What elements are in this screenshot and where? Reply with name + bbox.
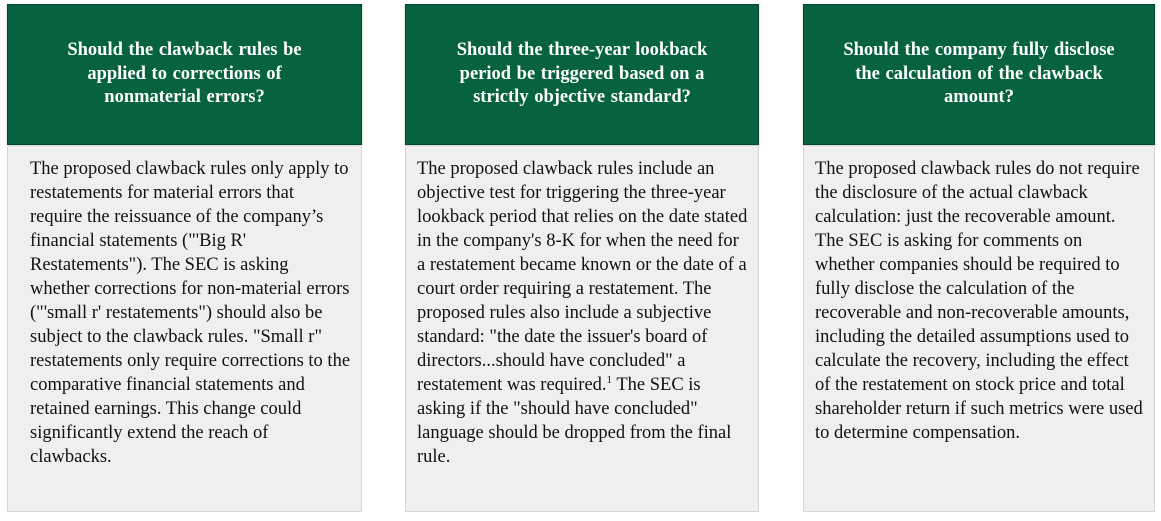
panel-disclosure-calculation bbox=[803, 4, 1155, 512]
panel-question: Should the three-year lookback period be triggered based on a strictly objective standard? bbox=[456, 40, 708, 108]
panel-header bbox=[7, 4, 362, 145]
panel-question: Should the company fully disclose the calculation of the clawback amount? bbox=[843, 40, 1115, 108]
panel-lookback-period bbox=[405, 4, 759, 512]
panel-body bbox=[803, 147, 1155, 512]
panel-header bbox=[405, 4, 759, 145]
body-text-part-1: The proposed clawback rules include an objective test for triggering the three-year lookback period that relies on the date stated in the company's 8-K for when the need for a restatement became known or the date of a court order requiring a restatement. The proposed rules also include a subjective standard: "the date the issuer's board of directors...should have concluded" a restatement was required. bbox=[417, 159, 748, 395]
body-text-part-2: The SEC is asking if the "should have concluded" language should be dropped from the final rule. bbox=[417, 375, 732, 467]
panel-body bbox=[405, 147, 759, 512]
footnote-marker: 1 bbox=[606, 373, 613, 386]
panel-body bbox=[7, 147, 362, 512]
panel-header bbox=[803, 4, 1155, 145]
panel-nonmaterial-errors bbox=[7, 4, 362, 512]
panel-body-text: The proposed clawback rules only apply to restatements for material errors that require the reissuance of the company’s financial statements ("'Big R' Restatements"). The SEC is asking whether corrections for non-material errors ("'small r' restatements") should also be subject to the clawback rules. "Small r" restatements only require corrections to the comparative financial statements and retained earnings. This change could significantly extend the reach of clawbacks. bbox=[30, 159, 351, 467]
panel-body-text: The proposed clawback rules do not require the disclosure of the actual clawback calculation: just the recoverable amount. The SEC is asking for comments on whether companies should be required to fully disclose the calculation of the recoverable and non-recoverable amounts, including the detailed assumptions used to calculate the recovery, including the effect of the restatement on stock price and total shareholder return if such metrics were used to determine compensation. bbox=[815, 159, 1143, 443]
panel-question: Should the clawback rules be applied to corrections of nonmaterial errors? bbox=[67, 40, 302, 108]
panel-body-text bbox=[417, 157, 748, 469]
